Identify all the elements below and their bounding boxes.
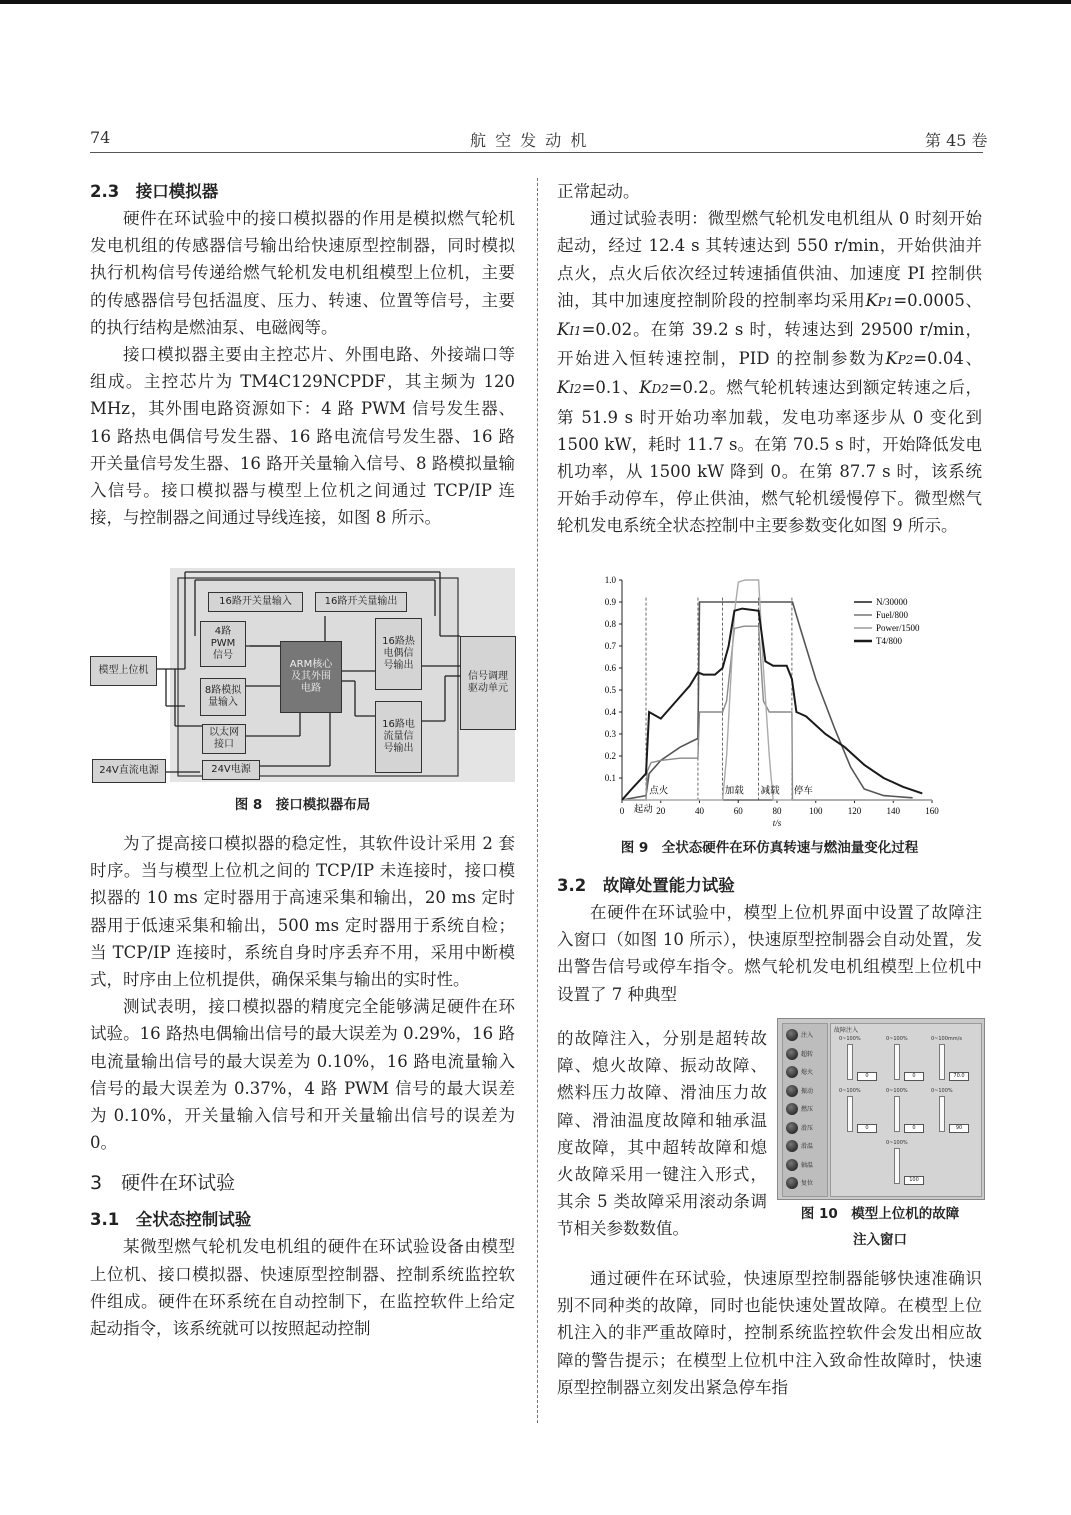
fault-button[interactable] xyxy=(786,1122,798,1134)
panel-title: 故障注入 xyxy=(834,1027,859,1034)
text: 通过试验表明：微型燃气轮机发电机组从 0 时刻开始起动，经过 12.4 s 其转速达到 550 r/min，开始供油并点火，点火后依次经过转速插值供油、加速度 PI 控制供油，其中加速度控制阶段的控制率均采用 xyxy=(557,209,982,310)
slider-track xyxy=(894,1044,900,1080)
pwm-label: 4路 PWM 信号 xyxy=(210,626,236,661)
left-column-bottom xyxy=(90,830,515,1342)
subscript: P2 xyxy=(897,353,914,368)
power-supply-box xyxy=(92,759,166,783)
x-tick-label: 80 xyxy=(772,806,782,816)
y-tick-label: 0.8 xyxy=(604,619,616,629)
fault-button[interactable] xyxy=(786,1103,798,1115)
fault-button[interactable] xyxy=(786,1140,798,1152)
page-number: 74 xyxy=(90,128,111,147)
slider-range-label: 0~100% xyxy=(886,1036,908,1042)
slider-panel xyxy=(830,1023,982,1197)
fault-button-label: 滑压 xyxy=(801,1124,814,1132)
fault-slider[interactable] xyxy=(931,1088,973,1138)
power24-label: 24V电源 xyxy=(211,764,251,775)
di-box xyxy=(208,592,303,612)
power24-box xyxy=(202,760,260,780)
current-label: 16路电 流量信 号输出 xyxy=(382,719,415,754)
paragraph: 正常起动。 xyxy=(557,182,640,201)
x-axis-label: t/s xyxy=(772,818,782,828)
series-line-fuel800 xyxy=(622,626,932,800)
subscript: I1 xyxy=(569,324,582,339)
left-column-top xyxy=(90,178,515,531)
slider-range-label: 0~100% xyxy=(839,1088,861,1094)
text: =0.04、 xyxy=(913,349,982,369)
di-label: 16路开关量输入 xyxy=(219,596,292,607)
host-computer-box xyxy=(90,656,157,686)
fault-button[interactable] xyxy=(786,1085,798,1097)
slider-range-label: 0~100% xyxy=(839,1036,861,1042)
fault-button-row xyxy=(786,1102,826,1116)
fault-button-row xyxy=(786,1047,826,1061)
button-panel xyxy=(782,1023,828,1197)
figure-10-fault-window xyxy=(777,1018,985,1200)
symbol: K xyxy=(557,320,570,340)
conditioning-label: 信号调理 驱动单元 xyxy=(468,671,508,694)
volume: 第 45 卷 xyxy=(925,131,988,150)
top-border xyxy=(0,0,1071,4)
slider-track xyxy=(847,1096,853,1132)
slider-range-label: 0~100% xyxy=(886,1088,908,1094)
fault-button[interactable] xyxy=(786,1048,798,1060)
fault-slider[interactable] xyxy=(839,1088,881,1138)
y-tick-label: 1.0 xyxy=(604,575,616,585)
slider-value-box: 90 xyxy=(949,1124,969,1133)
figure-10-caption-line2: 注入窗口 xyxy=(853,1232,907,1248)
fault-button-row xyxy=(786,1065,826,1079)
slider-range-label: 0~100mm/s xyxy=(931,1036,962,1042)
right-column-wrap xyxy=(557,1025,767,1243)
paragraph: 在硬件在环试验中，模型上位机界面中设置了故障注入窗口（如图 10 所示），快速原型控制器会自动处置，发出警告信号或停车指令。燃气轮机发电机组模型上位机中设置了 7 种典型 xyxy=(557,903,982,1004)
y-tick-label: 0.2 xyxy=(604,751,616,761)
thermocouple-box xyxy=(375,618,422,690)
y-tick-label: 0.7 xyxy=(604,641,616,651)
paragraph: 测试表明，接口模拟器的精度完全能够满足硬件在环试验。16 路热电偶输出信号的最大误差为 0.29%，16 路电流量输出信号的最大误差为 0.10%，16 路电流量输入信号的最大误差为 0.37%，4 路 PWM 信号的最大误差为 0.10%，开关量输入信号和开关量输出信号的误差为 0。 xyxy=(90,997,515,1153)
current-box xyxy=(375,701,422,773)
header-rule xyxy=(90,152,983,153)
chart-svg xyxy=(557,566,982,828)
subscript: I2 xyxy=(569,382,582,397)
text: =0.2。燃气轮机转速达到额定转速之后，第 51.9 s 时开始功率加载，发电功率逐步从 0 变化到 1500 kW，耗时 11.7 s。在第 70.5 s 时，开始降低发电机功率，从 1500 kW 降到 0。在第 87.7 s 时，该系统开始手动停车，停止供油，燃气轮机缓慢停下。微型燃气轮机发电系统全状态控制中主要参数变化如图 9 所示。 xyxy=(557,378,982,536)
x-tick-label: 120 xyxy=(847,806,862,816)
paragraph: 硬件在环试验中的接口模拟器的作用是模拟燃气轮机发电机组的传感器信号输出给快速原型控制器，同时模拟执行机构信号传递给燃气轮机发电机组模型上位机，主要的传感器信号包括温度、压力、转速、位置等信号，主要的执行结构是燃油泵、电磁阀等。 xyxy=(90,209,515,337)
slider-value-box: 0 xyxy=(857,1072,877,1081)
fault-button[interactable] xyxy=(786,1066,798,1078)
text: =0.1、 xyxy=(581,378,640,398)
slider-track xyxy=(939,1096,945,1132)
y-tick-label: 0.3 xyxy=(604,729,616,739)
legend-label: N/30000 xyxy=(876,597,908,607)
fault-slider[interactable] xyxy=(931,1036,973,1086)
fault-slider[interactable] xyxy=(839,1036,881,1086)
figure-9-caption: 图 9 全状态硬件在环仿真转速与燃油量变化过程 xyxy=(620,840,919,856)
symbol: K xyxy=(885,349,898,369)
fault-button-label: 轴温 xyxy=(801,1161,814,1169)
figure-10-caption-line1: 图 10 模型上位机的故障 xyxy=(800,1206,960,1222)
paragraph: 通过硬件在环试验，快速原型控制器能够快速准确识别不同种类的故障，同时也能快速处置故障。在模型上位机注入的非严重故障时，控制系统监控软件会发出相应故障的警告提示；在模型上位机中注入致命性故障时，快速原型控制器立刻发出紧急停车指 xyxy=(557,1269,982,1397)
right-column-top xyxy=(557,178,982,540)
x-tick-label: 140 xyxy=(886,806,900,816)
subscript: D2 xyxy=(651,382,669,397)
x-tick-label: 60 xyxy=(733,806,743,816)
fault-button-label: 熄火 xyxy=(801,1069,814,1076)
symbol: K xyxy=(557,378,570,398)
x-tick-label: 20 xyxy=(656,806,666,816)
legend-label: T4/800 xyxy=(876,636,902,646)
series-line-n30000 xyxy=(622,602,913,800)
y-tick-label: 0.4 xyxy=(604,707,616,717)
x-tick-label: 0 xyxy=(619,806,625,816)
section-3-2-heading: 3.2 故障处置能力试验 xyxy=(557,876,735,895)
slider-track xyxy=(894,1148,900,1184)
do-label: 16路开关量输出 xyxy=(324,596,398,607)
pwm-box xyxy=(200,621,246,667)
event-annotation: 点火 xyxy=(649,785,669,797)
figure-9-line-chart xyxy=(557,566,982,828)
paragraph: 某微型燃气轮机发电机组的硬件在环试验设备由模型上位机、接口模拟器、快速原型控制器、控制系统监控软件组成。硬件在环系统在自动控制下，在监控软件上给定起动指令，该系统就可以按照起动控制 xyxy=(90,1237,515,1339)
paragraph xyxy=(557,205,982,539)
fault-button-row xyxy=(786,1176,826,1190)
event-annotation: 加载 xyxy=(724,785,744,797)
fault-button-label: 超转 xyxy=(801,1050,814,1058)
arm-label: ARM核心 及其外围 电路 xyxy=(289,659,333,694)
subscript: P1 xyxy=(877,294,894,309)
x-tick-label: 160 xyxy=(925,806,939,816)
symbol: K xyxy=(639,378,652,398)
y-tick-label: 0.1 xyxy=(604,773,616,783)
event-annotation: 停车 xyxy=(793,785,813,797)
fault-button-label: 复位 xyxy=(801,1180,814,1187)
journal-name: 航 空 发 动 机 xyxy=(470,131,589,150)
event-annotation: 起动 xyxy=(633,804,653,815)
slider-value-box: 0 xyxy=(857,1124,877,1133)
symbol: K xyxy=(865,290,878,310)
x-tick-label: 40 xyxy=(695,806,704,816)
fault-slider[interactable] xyxy=(886,1140,928,1190)
signal-conditioning-box xyxy=(460,636,516,730)
fault-button-row xyxy=(786,1158,826,1172)
legend-label: Power/1500 xyxy=(876,623,920,633)
slider-range-label: 0~100% xyxy=(931,1088,953,1094)
y-tick-label: 0.5 xyxy=(604,685,616,695)
ai-box xyxy=(200,678,246,716)
slider-track xyxy=(939,1044,945,1080)
host-label: 模型上位机 xyxy=(98,665,149,676)
slider-value-box: 70.0 xyxy=(949,1072,969,1081)
fault-slider[interactable] xyxy=(886,1036,928,1086)
text: =0.02。在第 39.2 s 时，转速达到 29500 r/min，开始进入恒转速控制，PID 的控制参数为 xyxy=(557,320,982,369)
column-divider xyxy=(537,178,538,1423)
paragraph: 为了提高接口模拟器的稳定性，其软件设计采用 2 套时序。当与模型上位机之间的 TCP/IP 未连接时，接口模拟器的 10 ms 定时器用于高速采集和输出，20 ms 定时器用于低速采集和输出，500 ms 定时器用于系统自检；当 TCP/IP 连接时，系统自身时序丢弃不用，采用中断模式，时序由上位机提供，确保采集与输出的实时性。 xyxy=(90,834,515,990)
paragraph: 的故障注入，分别是超转故障、熄火故障、振动故障、燃料压力故障、滑油压力故障、滑油温度故障和轴承温度故障，其中超转故障和熄火故障采用一键注入形式，其余 5 类故障采用滚动条调节相关参数数值。 xyxy=(557,1029,767,1239)
do-box xyxy=(315,592,407,612)
fault-button-label: 振动 xyxy=(801,1087,814,1095)
fault-button[interactable] xyxy=(786,1029,798,1041)
fault-button-row xyxy=(786,1028,826,1042)
slider-track xyxy=(894,1096,900,1132)
figure-8-caption: 图 8 接口模拟器布局 xyxy=(234,797,371,813)
right-column-middle xyxy=(557,872,982,1008)
x-tick-label: 100 xyxy=(809,806,823,816)
fault-button-row xyxy=(786,1139,826,1153)
thermocouple-label: 16路热 电偶信 号输出 xyxy=(382,636,415,671)
ai-label: 8路模拟 量输入 xyxy=(204,685,242,708)
fault-button-row xyxy=(786,1084,826,1098)
arm-core-box xyxy=(280,641,342,713)
slider-track xyxy=(847,1044,853,1080)
event-annotation: 减载 xyxy=(760,785,780,797)
fault-button-label: 燃压 xyxy=(801,1106,814,1113)
legend-label: Fuel/800 xyxy=(876,610,909,620)
slider-value-box: 0 xyxy=(904,1124,924,1133)
y-tick-label: 0.9 xyxy=(604,597,616,607)
section-3-1-heading: 3.1 全状态控制试验 xyxy=(90,1210,252,1230)
fault-button[interactable] xyxy=(786,1159,798,1171)
figure-8-block-diagram xyxy=(90,566,515,784)
fault-slider[interactable] xyxy=(886,1088,928,1138)
section-3-heading: 3 硬件在环试验 xyxy=(90,1172,236,1195)
right-column-bottom xyxy=(557,1265,982,1401)
fault-button-label: 注入 xyxy=(801,1032,814,1039)
slider-range-label: 0~100% xyxy=(886,1140,908,1146)
text: =0.0005、 xyxy=(893,290,983,310)
paragraph: 接口模拟器主要由主控芯片、外围电路、外接端口等组成。主控芯片为 TM4C129NCPDF，其主频为 120 MHz，其外围电路资源如下：4 路 PWM 信号发生器、16 路热电偶信号发生器、16 路电流信号发生器、16 路开关量信号发生器、16 路开关量输入信号、8 路模拟量输入信号。接口模拟器与模型上位机之间通过 TCP/IP 连接，与控制器之间通过导线连接，如图 8 所示。 xyxy=(90,345,515,528)
y-tick-label: 0.6 xyxy=(604,663,616,673)
fault-button-row xyxy=(786,1121,826,1135)
section-2-3-heading: 2.3 接口模拟器 xyxy=(90,182,219,201)
ethernet-box xyxy=(202,724,246,754)
power-label: 24V直流电源 xyxy=(99,765,159,776)
slider-value-box: 0 xyxy=(904,1072,924,1081)
fault-button-label: 滑温 xyxy=(801,1143,814,1150)
slider-value-box: 100 xyxy=(904,1176,924,1185)
ethernet-label: 以太网 接口 xyxy=(209,727,239,750)
fault-button[interactable] xyxy=(786,1177,798,1189)
